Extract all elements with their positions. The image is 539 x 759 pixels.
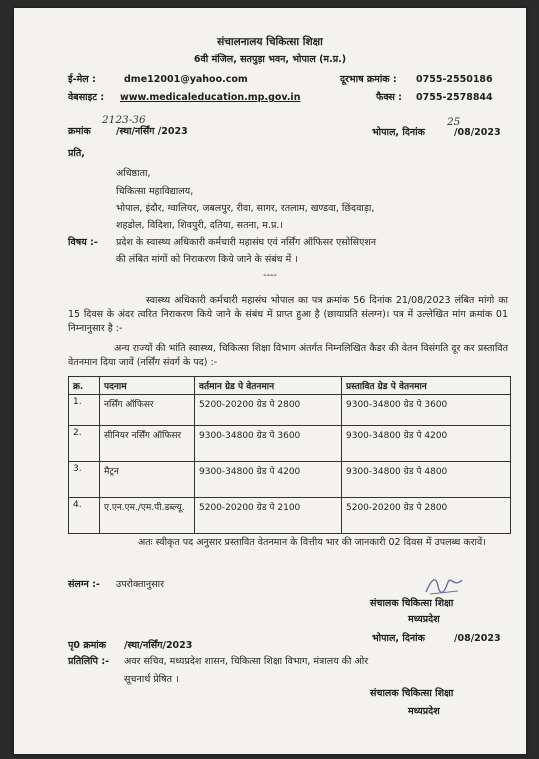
- fax-value: 0755-2578844: [416, 92, 493, 103]
- recipient-line-3: भोपाल, इंदौर, ग्वालियर, जबलपुर, रीवा, सागर, रतलाम, खण्डवा, छिंदवाड़ा,: [116, 203, 375, 214]
- signatory-state-2: मध्यप्रदेश: [408, 706, 440, 717]
- table-header: पदनाम: [100, 377, 195, 395]
- website-label: वेबसाइट :: [68, 92, 105, 103]
- phone-value: 0755-2550186: [416, 74, 493, 85]
- subject-label: विषय :-: [68, 237, 98, 248]
- email-value: dme12001@yahoo.com: [124, 74, 248, 85]
- table-header-row: [69, 377, 511, 395]
- signatory-state: मध्यप्रदेश: [408, 614, 440, 625]
- table-cell: 9300-34800 ग्रेड पे 4200: [195, 462, 342, 498]
- table-cell: 5200-20200 ग्रेड पे 2800: [195, 395, 342, 426]
- copy-line-2: सूचनार्थ प्रेषित ।: [124, 674, 179, 685]
- enclosure-label: संलग्न :-: [68, 579, 100, 590]
- to-label: प्रति,: [68, 148, 85, 159]
- table-header: क्र.: [69, 377, 100, 395]
- body-paragraph-1: स्वास्थ्य अधिकारी कर्मचारी महासंघ भोपाल का पत्र क्रमांक 56 दिनांक 21/08/2023 लंबित मांगो का 15 दिवस के अंदर त्वरित निराकरण किये जाने के संबंध में प्राप्त हुआ है (छायाप्रति संलग्न)। पत्र में उल्लेखित मांग क्रमांक 01 निम्नानुसार है :-: [68, 295, 508, 334]
- table-header: प्रस्तावित ग्रेड पे वेतनमान: [342, 377, 511, 395]
- signatory-title: संचालक चिकित्सा शिक्षा: [370, 598, 454, 609]
- phone-label: दूरभाष क्रमांक :: [340, 74, 397, 85]
- table-cell: 2.: [69, 426, 100, 462]
- table-cell: 9300-34800 ग्रेड पे 3600: [195, 426, 342, 462]
- table-cell: सीनियर नर्सिंग ऑफिसर: [100, 426, 195, 462]
- endorsement-date: /08/2023: [454, 633, 501, 644]
- recipient-line-1: अधिष्ठाता,: [116, 168, 151, 179]
- table-cell: 9300-34800 ग्रेड पे 4200: [342, 426, 511, 462]
- table-cell: 5200-20200 ग्रेड पे 2800: [342, 498, 511, 534]
- table-row: [69, 395, 511, 426]
- separator: ----: [263, 270, 277, 281]
- table-cell: 1.: [69, 395, 100, 426]
- fax-label: फैक्स :: [376, 92, 402, 103]
- table-cell: मैट्रन: [100, 462, 195, 498]
- website-link: www.medicaleducation.mp.gov.in: [120, 92, 301, 103]
- handwritten-date: 25: [447, 116, 461, 128]
- table-cell: ए.एन.एम./एम.पी.डब्ल्यू.: [100, 498, 195, 534]
- place-date-label: भोपाल, दिनांक: [372, 127, 425, 138]
- subject-line-2: की लंबित मांगों को निराकरण किये जाने के संबंध में ।: [116, 254, 298, 265]
- table-cell: नर्सिंग ऑफिसर: [100, 395, 195, 426]
- table-cell: 4.: [69, 498, 100, 534]
- table-cell: 5200-20200 ग्रेड पे 2100: [195, 498, 342, 534]
- subject-line-1: प्रदेश के स्वास्थ्य अधिकारी कर्मचारी महासंघ एवं नर्सिंग ऑफिसर एसोसिएशन: [116, 237, 377, 248]
- body-paragraph-2: अन्य राज्यों की भांति स्वास्थ्य, चिकित्सा शिक्षा विभाग अंतर्गत निम्नलिखित कैडर की वेतन विसंगति दूर कर प्रस्तावित वेतनमान दिया जावें (नर्सिंग संवर्ग के पद) :-: [68, 343, 508, 368]
- table-cell: 9300-34800 ग्रेड पे 3600: [342, 395, 511, 426]
- document-page: [14, 8, 526, 754]
- table-row: [69, 498, 511, 534]
- signatory-title-2: संचालक चिकित्सा शिक्षा: [370, 688, 454, 699]
- table-cell: 3.: [69, 462, 100, 498]
- recipient-line-2: चिकित्सा महाविद्यालय,: [116, 186, 194, 197]
- table-cell: 9300-34800 ग्रेड पे 4800: [342, 462, 511, 498]
- email-label: ई-मेल :: [68, 74, 96, 85]
- table-row: [69, 462, 511, 498]
- copy-line-1: अवर सचिव, मध्यप्रदेश शासन, चिकित्सा शिक्षा विभाग, मंत्रालय की ओर: [124, 656, 369, 667]
- office-title: संचालनालय चिकित्सा शिक्षा: [217, 36, 323, 48]
- ref-label: क्रमांक: [68, 126, 91, 137]
- recipient-line-4: शहडोल, विदिशा, शिवपुरी, दतिया, सतना, म.प्र.।: [116, 220, 283, 231]
- endorsement-number: /स्था/नर्सिंग/2023: [124, 640, 193, 651]
- request-paragraph: अतः स्वीकृत पद अनुसार प्रस्तावित वेतनमान के वित्तीय भार की जानकारी 02 दिवस में उपलब्ध करावें।: [138, 537, 486, 548]
- table-row: [69, 426, 511, 462]
- endorsement-date-label: भोपाल, दिनांक: [372, 633, 425, 644]
- office-address: 6वी मंजिल, सतपुड़ा भवन, भोपाल (म.प्र.): [193, 54, 347, 65]
- enclosure-text: उपरोक्तानुसार: [116, 579, 164, 590]
- pay-scale-table: [68, 376, 511, 534]
- table-header: वर्तमान ग्रेड पे वेतनमान: [195, 377, 342, 395]
- handwritten-ref-number: 2123-36: [102, 114, 146, 126]
- copy-label: प्रतिलिपि :-: [68, 656, 110, 667]
- endorsement-no-label: पृ0 क्रमांक: [68, 640, 107, 651]
- signature-scribble-icon: [424, 574, 464, 596]
- ref-date: /08/2023: [454, 127, 501, 138]
- ref-number: /स्था/नर्सिंग /2023: [116, 126, 188, 137]
